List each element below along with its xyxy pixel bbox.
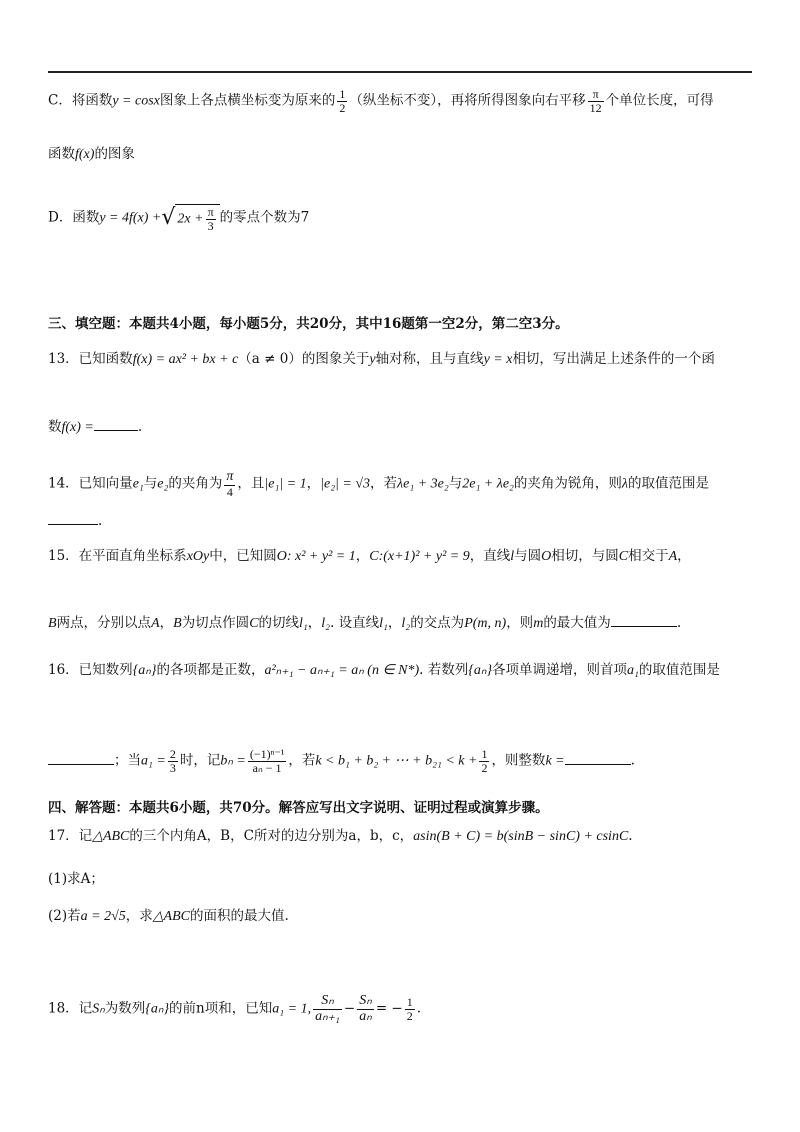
math: a₁ = 1, [272,1001,312,1017]
fraction-pi-4 [224,470,235,498]
math: xOy [186,549,210,564]
fraction-bn [248,748,286,774]
text: ，求 [125,908,153,924]
math: {aₙ} [145,1001,170,1017]
q15-prefix: 15．在平面直角坐标系 [48,548,187,564]
fraction-1-2 [479,748,489,774]
q18-prefix: 18．记 [48,1000,93,1017]
q12-option-d [48,204,309,232]
option-c-text2: （纵坐标不变），再将所得图象向右平移 [349,92,586,109]
math: l₂ [401,616,411,631]
math: Sₙ [92,1001,105,1017]
math: |e₁| = 1 [264,476,307,492]
text: 的前n项和，已知 [169,1000,273,1017]
text: 的各项都是正数， [156,662,265,678]
q17-part1: (1)求A； [48,871,104,887]
text: ， [387,615,402,631]
text: 数 [48,419,62,435]
answer-blank[interactable] [48,512,98,525]
option-c-text1: 图象上各点横坐标变为原来的 [159,92,336,109]
math: C [618,549,629,564]
sqrt-sign: √ [161,205,176,231]
math: C [249,616,259,631]
text: 的最大值为 [543,615,611,631]
math: λ [621,476,628,492]
q16-line2 [48,748,635,774]
q17-prefix: 17．记 [48,828,93,844]
math: f(x) = [61,420,94,435]
q17-part2 [48,910,289,924]
option-d-label: D．函数 [48,209,100,226]
math: λe₁ + 3e₂ [397,476,449,492]
text: . [630,752,635,769]
math: a = 2√5 [80,909,126,924]
frac-num: Sₙ [321,993,334,1008]
text: ， [307,615,322,631]
text: ，若 [370,475,398,492]
math: y [369,352,376,367]
q16 [48,664,720,678]
math: y = x [483,352,513,367]
text: (2)若 [48,908,81,924]
frac-den: 2 [481,760,488,775]
q12-option-c [48,88,714,114]
text: ，则 [506,615,534,631]
text: . [628,828,633,844]
text: ，直线 [469,548,511,564]
frac-num: 1 [481,747,488,761]
q14 [48,470,709,498]
text: . [676,615,682,631]
math: B [173,616,182,631]
text: 的取值范围是 [638,662,720,678]
fraction-pi-3 [206,206,216,232]
q13-prefix: 13．已知函数 [48,351,133,367]
text: ，若 [288,752,316,769]
frac-den: 3 [169,760,176,775]
math-func: f(x) = ax² + bx + c [132,352,239,367]
text: 为数列 [104,1000,146,1017]
text: ；当 [114,752,141,769]
math: l₂ [321,616,331,631]
text: 的夹角为锐角，则 [513,475,622,492]
text: 相切，写出满足上述条件的一个函 [512,351,715,367]
text: ，则整数 [491,752,546,769]
section-3-title: 三、填空题：本题共4小题，每小题5分，共20分，其中16题第一空2分，第二空3分。 [48,316,569,332]
text: 的图象关于 [301,351,370,367]
text: . 设直线 [330,615,380,631]
q13 [48,353,715,367]
text: 中，已知圆 [209,548,277,564]
fraction-sn-an1 [313,994,342,1024]
frac-num: (−1)ⁿ⁻¹ [249,747,285,761]
text: 的零点个数为7 [219,209,310,226]
text: 两点，分别以点 [56,615,152,631]
option-c-label: C．将函数 [48,92,113,109]
math: O: x² + y² = 1 [276,549,356,564]
answer-blank[interactable] [611,614,677,627]
answer-blank[interactable] [48,752,114,765]
q12-option-c-line2 [48,148,135,162]
fraction-2-3 [168,748,178,774]
frac-den: 2 [406,1008,413,1023]
math: P(m, n) [464,616,507,631]
q13-line2 [48,418,142,435]
math: k = [545,753,565,769]
fraction-pi-12 [588,88,604,114]
text: . [137,419,143,435]
math-func: y = 4f(x) + [99,210,162,226]
math-fx: f(x) [75,147,95,162]
fraction-half [337,88,347,114]
text: . [416,1000,422,1017]
math: bₙ = [220,753,246,769]
math: a₁ = [141,753,166,769]
math: 2e₁ + λe₂ [462,476,514,492]
q17 [48,830,633,844]
frac-num: 2 [169,747,176,761]
frac-num: 1 [339,87,346,101]
text: 的面积的最大值. [189,908,289,924]
text: 与 [448,475,463,492]
text: ， [159,615,174,631]
math: △ABC [152,909,190,924]
math: B [48,616,57,631]
frac-num: 1 [406,995,413,1010]
sqrt-body [175,204,219,232]
option-c-text3: 个单位长度，可得 [605,92,714,109]
fraction-sn-an [357,994,374,1024]
frac-den: aₙ − 1 [248,761,286,775]
frac-num: π [207,205,214,219]
frac-den: aₙ [359,1008,372,1024]
math: = − [375,1000,403,1017]
math: a²ₙ₊₁ − aₙ₊₁ = aₙ (n ∈ N*) [264,663,420,678]
math: A [668,549,678,564]
math: l [510,549,515,564]
text: 与圆 [514,548,542,564]
q18 [48,994,421,1024]
text: . 若数列 [419,662,469,678]
math: e₁ [132,476,144,492]
text: 的图象 [94,146,135,162]
fraction-1-2 [405,996,415,1022]
math: m [533,616,544,631]
text: 为切点作圆 [181,615,250,631]
q15 [48,550,691,564]
math: l₁ [379,616,388,631]
math-cond: （a ≠ 0） [238,351,302,367]
math: a₁ [627,663,639,678]
text: 的夹角为 [168,475,223,492]
frac-den: 12 [589,100,602,115]
text: 与 [143,475,158,492]
text: 的切线 [258,615,300,631]
math: C:(x+1)² + y² = 9 [369,549,470,564]
frac-num: π [592,87,599,101]
math: l₁ [299,616,308,631]
text: 轴对称，且与直线 [375,351,484,367]
q15-line2 [48,614,681,631]
text: 的取值范围是 [628,475,709,492]
frac-den: 3 [206,219,216,233]
math: k < b₁ + b₂ + ⋯ + b₂₁ < k + [315,753,478,769]
text: ， [677,548,691,564]
answer-blank[interactable] [94,418,138,431]
math: {aₙ} [132,663,157,678]
frac-num: π [226,469,234,484]
math: |e₂| = √3 [320,476,371,492]
frac-den: 2 [339,100,346,115]
frac-num: Sₙ [359,993,372,1008]
text: ，且 [237,475,265,492]
math: − [343,1000,356,1017]
text: 各项单调递增，则首项 [492,662,628,678]
text: ， [306,475,321,492]
text: 相交于 [628,548,669,564]
section-4-title: 四、解答题：本题共6小题，共70分。解答应写出文字说明、证明过程或演算步骤。 [48,800,549,816]
text: 相切，与圆 [551,548,619,564]
q14-line2 [48,512,102,529]
top-rule [48,71,752,73]
math: A [151,616,160,631]
math: △ABC [92,829,130,844]
frac-den: aₙ₊₁ [315,1008,340,1024]
q16-prefix: 16．已知数列 [48,662,133,678]
text: 时，记 [179,752,221,769]
math: {aₙ} [468,663,493,678]
answer-blank[interactable] [565,752,631,765]
frac-den: 4 [224,485,235,499]
text: 函数 [48,146,75,162]
text: . [98,513,103,529]
option-c-function: y = cosx [112,93,160,109]
text: 的交点为 [410,615,465,631]
math: 2x + [177,211,204,227]
text: 的三个内角A，B，C所对的边分别为a，b，c， [129,828,414,844]
math: asin(B + C) = b(sinB − sinC) + csinC [413,829,629,844]
q14-prefix: 14．已知向量 [48,475,133,492]
math: e₂ [157,476,169,492]
math: O [541,549,552,564]
text: ， [355,548,370,564]
